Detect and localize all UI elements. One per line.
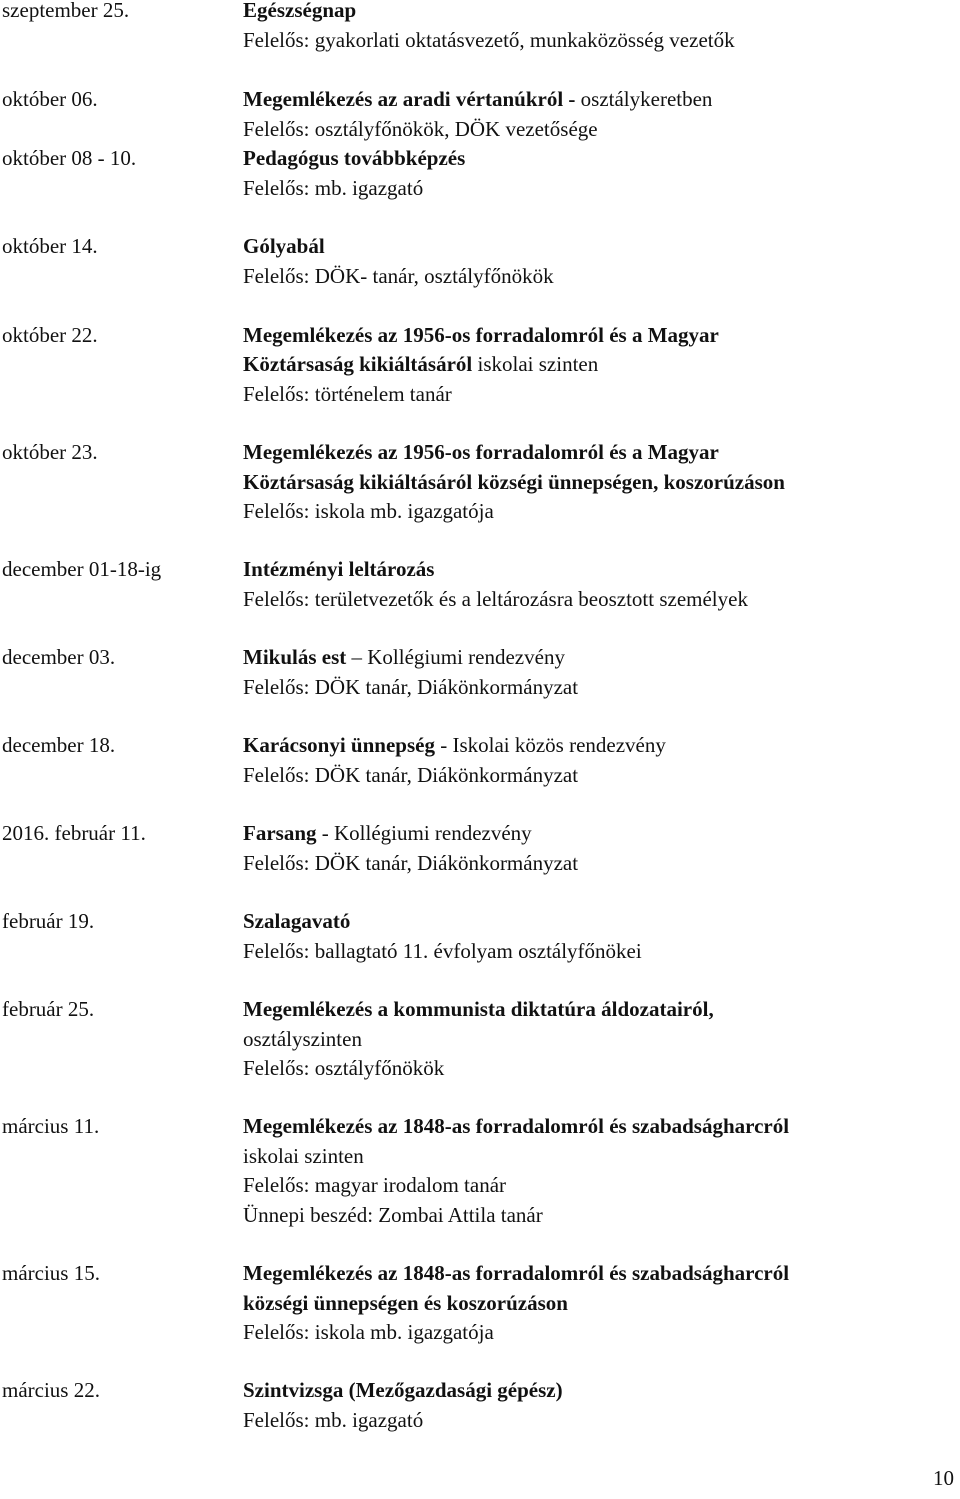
event-title-line [243,819,532,848]
event-title: Karácsonyi ünnepség [243,733,435,757]
event-date: 2016. február 11. [2,821,146,845]
event-date: december 01-18-ig [2,557,162,581]
event-title-rest: – Kollégiumi rendezvény [346,645,565,669]
event-title: Mikulás est [243,645,347,669]
event-title: Gólyabál [243,234,325,258]
event-date: október 08 - 10. [2,146,137,170]
event-date: március 15. [2,1261,100,1285]
event-speech: Ünnepi beszéd: Zombai Attila tanár [243,1203,543,1227]
event-title: Köztársaság kikiáltásáról községi ünnepségen, koszorúzáson [243,470,785,494]
event-title: Köztársaság kikiáltásáról [243,352,473,376]
event-title-line [243,85,712,114]
event-responsible: Felelős: DÖK- tanár, osztályfőnökök [243,264,554,288]
event-title: Egészségnap [243,0,357,22]
event-title: Megemlékezés a kommunista diktatúra áldozatairól, [243,997,714,1021]
event-date: október 22. [2,323,98,347]
event-responsible: Felelős: mb. igazgató [243,1408,424,1432]
event-title-rest: - Kollégiumi rendezvény [316,821,532,845]
event-title-line [243,350,598,379]
event-responsible: Felelős: iskola mb. igazgatója [243,1320,494,1344]
event-date: október 14. [2,234,98,258]
event-title: Szintvizsga (Mezőgazdasági gépész) [243,1378,563,1402]
event-responsible: Felelős: mb. igazgató [243,176,424,200]
event-responsible: Felelős: történelem tanár [243,382,452,406]
event-responsible: Felelős: DÖK tanár, Diákönkormányzat [243,675,579,699]
event-title: Megemlékezés az 1848-as forradalomról és szabadságharcról [243,1114,790,1138]
event-responsible: Felelős: DÖK tanár, Diákönkormányzat [243,763,579,787]
event-responsible: Felelős: osztályfőnökök, DÖK vezetősége [243,117,598,141]
event-date: december 03. [2,645,116,669]
event-date: március 11. [2,1114,100,1138]
event-title: Megemlékezés az 1956-os forradalomról és a Magyar [243,440,719,464]
event-responsible: Felelős: magyar irodalom tanár [243,1173,507,1197]
event-date: március 22. [2,1378,100,1402]
event-responsible: Felelős: DÖK tanár, Diákönkormányzat [243,851,579,875]
event-date: február 19. [2,909,95,933]
event-subtitle: osztályszinten [243,1027,362,1051]
event-responsible: Felelős: területvezetők és a leltározásra beosztott személyek [243,587,748,611]
event-responsible: Felelős: ballagtató 11. évfolyam osztályfőnökei [243,939,642,963]
event-title-line [243,731,666,760]
event-title-line [243,643,565,672]
event-title: Intézményi leltározás [243,557,435,581]
event-date: december 18. [2,733,116,757]
event-title: Szalagavató [243,909,351,933]
event-date: február 25. [2,997,95,1021]
event-responsible: Felelős: osztályfőnökök [243,1056,445,1080]
event-date: október 06. [2,87,98,111]
event-title: Megemlékezés az 1848-as forradalomról és szabadságharcról [243,1261,790,1285]
event-title-rest: - Iskolai közös rendezvény [434,733,666,757]
event-title: Farsang [243,821,317,845]
event-date: szeptember 25. [2,0,130,22]
event-responsible: Felelős: iskola mb. igazgatója [243,499,494,523]
event-date: október 23. [2,440,98,464]
page-number: 10 [933,1466,954,1490]
event-title-rest: osztálykeretben [575,87,713,111]
event-title-rest: iskolai szinten [472,352,599,376]
event-responsible: Felelős: gyakorlati oktatásvezető, munkaközösség vezetők [243,28,735,52]
event-title: Megemlékezés az aradi vértanúkról - [243,87,576,111]
event-title: Megemlékezés az 1956-os forradalomról és a Magyar [243,323,719,347]
event-subtitle: iskolai szinten [243,1144,364,1168]
event-title: Pedagógus továbbképzés [243,146,466,170]
event-title: községi ünnepségen és koszorúzáson [243,1291,568,1315]
